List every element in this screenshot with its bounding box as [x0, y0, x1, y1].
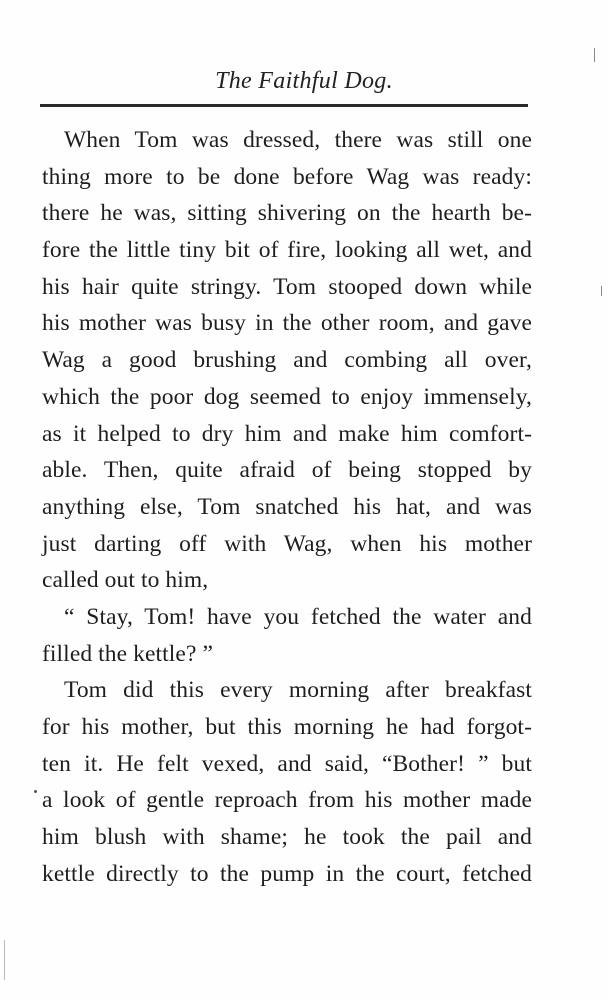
text-line: anything else, Tom snatched his hat, and was	[42, 493, 532, 520]
text-line: When Tom was dressed, there was still one	[64, 127, 532, 153]
text-line: a look of gentle reproach from his mother made	[42, 787, 532, 814]
text-line: his mother was busy in the other room, and gave	[42, 310, 532, 337]
text-line: Tom did this every morning after breakfast	[64, 677, 532, 704]
text-line: able. Then, quite afraid of being stopped by	[42, 457, 532, 484]
running-head: The Faithful Dog.	[215, 68, 393, 94]
text-line: fore the little tiny bit of fire, looking all wet, and	[42, 237, 532, 264]
text-line: kettle directly to the pump in the court, fetched	[42, 860, 532, 887]
text-line: filled the kettle? ”	[42, 640, 213, 667]
text-line: called out to him,	[42, 567, 209, 594]
text-line: as it helped to dry him and make him comfort-	[42, 420, 532, 447]
text-line: for his mother, but this morning he had forgot-	[42, 714, 532, 740]
body-text	[42, 122, 532, 892]
text-line: just darting off with Wag, when his mother	[42, 530, 532, 557]
text-line: “ Stay, Tom! have you fetched the water and	[64, 603, 532, 630]
text-line: ten it. He felt vexed, and said, “Bother! ” but	[42, 750, 532, 777]
margin-tick	[594, 48, 595, 62]
margin-speck	[34, 790, 37, 793]
text-line: thing more to be done before Wag was ready:	[42, 163, 532, 190]
text-line: which the poor dog seemed to enjoy immensely,	[42, 383, 532, 410]
text-line: his hair quite stringy. Tom stooped down while	[42, 273, 532, 300]
text-line: him blush with shame; he took the pail and	[42, 824, 532, 851]
text-line: Wag a good brushing and combing all over,	[42, 347, 532, 374]
edge-shadow	[4, 940, 5, 980]
text-line: there he was, sitting shivering on the hearth be-	[42, 200, 532, 227]
header-rule	[40, 104, 528, 107]
margin-tick	[601, 286, 602, 296]
